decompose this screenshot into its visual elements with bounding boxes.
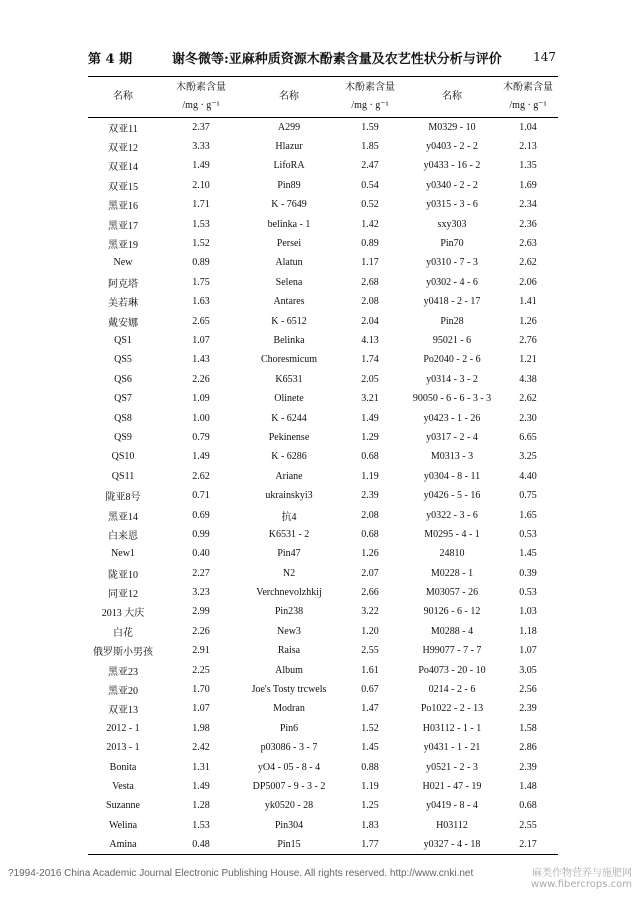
lignan-value-cell: 6.65 — [519, 431, 537, 443]
cultivar-name-cell: Alatun — [275, 257, 303, 269]
lignan-content-table — [88, 76, 558, 855]
cultivar-name-cell: 黑亚14 — [108, 511, 138, 523]
cultivar-name-cell: K - 6244 — [271, 412, 307, 424]
cultivar-name-cell: belinka - 1 — [267, 218, 311, 230]
cultivar-name-cell: 白花 — [113, 627, 133, 639]
lignan-value-cell: 1.49 — [192, 160, 210, 172]
cultivar-name-cell: Modran — [273, 703, 305, 715]
lignan-value-cell: 1.29 — [361, 431, 379, 443]
lignan-value-cell: 3.23 — [192, 587, 210, 599]
lignan-value-cell: 0.40 — [192, 548, 210, 560]
cultivar-name-cell: yO4 - 05 - 8 - 4 — [257, 761, 321, 773]
table-row — [88, 214, 558, 233]
col-value-header: 木酚素含量 /mg · g⁻¹ — [345, 82, 395, 111]
cultivar-name-cell: QS5 — [114, 354, 132, 366]
cultivar-name-cell: Belinka — [273, 334, 305, 346]
cultivar-name-cell: Welina — [108, 819, 138, 831]
lignan-value-cell: 0.88 — [361, 761, 379, 773]
lignan-value-cell: 1.61 — [361, 664, 379, 676]
lignan-value-cell: 1.07 — [192, 334, 210, 346]
lignan-value-cell: 0.75 — [519, 490, 537, 502]
cultivar-name-cell: 90050 - 6 - 6 - 3 - 3 — [412, 393, 492, 405]
lignan-value-cell: 1.52 — [192, 238, 210, 250]
cultivar-name-cell: K - 6286 — [271, 451, 307, 463]
cultivar-name-cell: 黑亚19 — [108, 240, 138, 252]
cultivar-name-cell: Antares — [273, 296, 305, 308]
lignan-value-cell: 1.19 — [361, 780, 379, 792]
cultivar-name-cell: 双亚14 — [108, 162, 138, 174]
lignan-value-cell: 1.74 — [361, 354, 379, 366]
table-row — [88, 350, 558, 369]
cultivar-name-cell: 黑亚20 — [108, 686, 138, 698]
lignan-value-cell: 2.08 — [361, 296, 379, 308]
cultivar-name-cell: y0322 - 3 - 6 — [426, 509, 478, 521]
cultivar-name-cell: 2013 - 1 — [106, 742, 140, 754]
lignan-value-cell: 1.71 — [192, 199, 210, 211]
table-row — [88, 467, 558, 486]
cultivar-name-cell: 双亚15 — [108, 181, 138, 193]
cultivar-name-cell: y0419 - 8 - 4 — [426, 800, 478, 812]
table-row — [88, 777, 558, 796]
cultivar-name-cell: y0315 - 3 - 6 — [426, 199, 478, 211]
lignan-value-cell: 0.68 — [361, 451, 379, 463]
cultivar-name-cell: sxy303 — [437, 218, 467, 230]
lignan-value-cell: 0.39 — [519, 567, 537, 579]
cultivar-name-cell: QS8 — [114, 412, 132, 424]
table-row — [88, 602, 558, 621]
lignan-value-cell: 3.33 — [192, 141, 210, 153]
lignan-value-cell: 1.65 — [519, 509, 537, 521]
cultivar-name-cell: Selena — [275, 276, 303, 288]
cultivar-name-cell: Pin47 — [277, 548, 301, 560]
cultivar-name-cell: LifoRA — [273, 160, 305, 172]
cultivar-name-cell: 2013 大庆 — [101, 608, 145, 620]
lignan-value-cell: 2.37 — [192, 121, 210, 133]
lignan-value-cell: 1.53 — [192, 218, 210, 230]
cultivar-name-cell: Amina — [109, 838, 137, 850]
cultivar-name-cell: 黑亚17 — [108, 220, 138, 232]
lignan-value-cell: 0.53 — [519, 587, 537, 599]
table-row — [88, 273, 558, 292]
cultivar-name-cell: 双亚13 — [108, 705, 138, 717]
cultivar-name-cell: y0327 - 4 - 18 — [423, 838, 481, 850]
table-row — [88, 505, 558, 524]
cultivar-name-cell: DP5007 - 9 - 3 - 2 — [252, 780, 326, 792]
table-row — [88, 234, 558, 253]
table-row — [88, 176, 558, 195]
table-header — [88, 77, 558, 118]
cultivar-name-cell: y0304 - 8 - 11 — [423, 470, 481, 482]
lignan-value-cell: 1.18 — [519, 625, 537, 637]
cultivar-name-cell: 陇亚8号 — [105, 492, 141, 504]
lignan-value-cell: 1.31 — [192, 761, 210, 773]
lignan-value-cell: 1.35 — [519, 160, 537, 172]
cultivar-name-cell: H03112 — [436, 819, 468, 831]
lignan-value-cell: 2.30 — [519, 412, 537, 424]
lignan-value-cell: 2.34 — [519, 199, 537, 211]
lignan-value-cell: 0.71 — [192, 490, 210, 502]
lignan-value-cell: 2.06 — [519, 276, 537, 288]
cultivar-name-cell: y0403 - 2 - 2 — [426, 141, 478, 153]
cultivar-name-cell: 抗4 — [281, 511, 297, 523]
lignan-value-cell: 1.17 — [361, 257, 379, 269]
lignan-value-cell: 4.38 — [519, 373, 537, 385]
table-row — [88, 389, 558, 408]
table-row — [88, 816, 558, 835]
lignan-value-cell: 0.48 — [192, 838, 210, 850]
table-row — [88, 525, 558, 544]
lignan-value-cell: 2.65 — [192, 315, 210, 327]
cultivar-name-cell: QS6 — [114, 373, 132, 385]
lignan-value-cell: 2.08 — [361, 509, 379, 521]
cultivar-name-cell: QS11 — [111, 470, 135, 482]
cultivar-name-cell: ukrainskyi3 — [265, 490, 313, 502]
cultivar-name-cell: M0295 - 4 - 1 — [424, 528, 480, 540]
cultivar-name-cell: Persei — [276, 238, 302, 250]
cultivar-name-cell: H03112 - 1 - 1 — [422, 722, 482, 734]
cultivar-name-cell: New3 — [277, 625, 301, 637]
cultivar-name-cell: QS10 — [111, 451, 135, 463]
lignan-value-cell: 2.36 — [519, 218, 537, 230]
cultivar-name-cell: 美若琳 — [108, 298, 138, 310]
lignan-value-cell: 3.25 — [519, 451, 537, 463]
table-row — [88, 544, 558, 563]
table-row — [88, 641, 558, 660]
cultivar-name-cell: Pin6 — [279, 722, 299, 734]
table-row — [88, 660, 558, 679]
table-row — [88, 699, 558, 718]
cultivar-name-cell: y0433 - 16 - 2 — [423, 160, 481, 172]
lignan-value-cell: 1.25 — [361, 800, 379, 812]
table-row — [88, 738, 558, 757]
running-title: 谢冬微等:亚麻种质资源木酚素含量及农艺性状分析与评价 — [172, 52, 502, 67]
lignan-value-cell: 2.10 — [192, 179, 210, 191]
lignan-value-cell: 0.68 — [519, 800, 537, 812]
watermark — [531, 868, 632, 890]
lignan-value-cell: 2.04 — [361, 315, 379, 327]
lignan-value-cell: 1.00 — [192, 412, 210, 424]
cultivar-name-cell: 双亚11 — [108, 123, 138, 135]
cultivar-name-cell: Ariane — [275, 470, 303, 482]
cultivar-name-cell: Pin70 — [440, 238, 464, 250]
lignan-value-cell: 2.55 — [519, 819, 537, 831]
lignan-value-cell: 1.53 — [192, 819, 210, 831]
lignan-value-cell: 2.25 — [192, 664, 210, 676]
lignan-value-cell: 2.05 — [361, 373, 379, 385]
table-body — [88, 118, 558, 855]
cultivar-name-cell: p03086 - 3 - 7 — [260, 742, 318, 754]
lignan-value-cell: 1.09 — [192, 393, 210, 405]
lignan-value-cell: 2.91 — [192, 645, 210, 657]
cultivar-name-cell: New — [113, 257, 133, 269]
lignan-value-cell: 2.39 — [519, 761, 537, 773]
table-row — [88, 796, 558, 815]
cultivar-name-cell: y0310 - 7 - 3 — [426, 257, 478, 269]
lignan-value-cell: 4.40 — [519, 470, 537, 482]
lignan-value-cell: 1.49 — [361, 412, 379, 424]
table-row — [88, 447, 558, 466]
lignan-value-cell: 3.21 — [361, 393, 379, 405]
lignan-value-cell: 0.68 — [361, 528, 379, 540]
cultivar-name-cell: y0418 - 2 - 17 — [423, 296, 481, 308]
cultivar-name-cell: 黑亚16 — [108, 201, 138, 213]
col-name-header: 名称 — [279, 91, 299, 102]
table-row — [88, 311, 558, 330]
lignan-value-cell: 1.42 — [361, 218, 379, 230]
lignan-value-cell: 2.17 — [519, 838, 537, 850]
cultivar-name-cell: y0431 - 1 - 21 — [423, 742, 481, 754]
cultivar-name-cell: Verchnevolzhkij — [256, 587, 322, 599]
lignan-value-cell: 1.58 — [519, 722, 537, 734]
cultivar-name-cell: M0329 - 10 — [428, 121, 476, 133]
cultivar-name-cell: 90126 - 6 - 12 — [423, 606, 481, 618]
table-row — [88, 719, 558, 738]
lignan-value-cell: 1.41 — [519, 296, 537, 308]
lignan-value-cell: 1.26 — [361, 548, 379, 560]
cultivar-name-cell: Po2040 - 2 - 6 — [423, 354, 481, 366]
lignan-value-cell: 2.13 — [519, 141, 537, 153]
lignan-value-cell: 3.05 — [519, 664, 537, 676]
lignan-value-cell: 2.55 — [361, 645, 379, 657]
cultivar-name-cell: QS7 — [114, 393, 132, 405]
lignan-value-cell: 1.85 — [361, 141, 379, 153]
cultivar-name-cell: 同亚12 — [108, 589, 138, 601]
lignan-value-cell: 1.63 — [192, 296, 210, 308]
cultivar-name-cell: Joe's Tosty trcwels — [251, 684, 327, 696]
lignan-value-cell: 1.07 — [192, 703, 210, 715]
cultivar-name-cell: Pekinense — [268, 431, 310, 443]
table-row — [88, 370, 558, 389]
cultivar-name-cell: H021 - 47 - 19 — [422, 780, 482, 792]
table-row — [88, 118, 558, 137]
cultivar-name-cell: H99077 - 7 - 7 — [422, 645, 482, 657]
cultivar-name-cell: 双亚12 — [108, 143, 138, 155]
lignan-value-cell: 2.39 — [361, 490, 379, 502]
col-value-header: 木酚素含量 /mg · g⁻¹ — [176, 82, 226, 111]
cultivar-name-cell: K - 7649 — [271, 199, 307, 211]
cultivar-name-cell: 阿克塔 — [108, 278, 138, 290]
lignan-value-cell: 1.47 — [361, 703, 379, 715]
lignan-value-cell: 2.99 — [192, 606, 210, 618]
watermark-line: 麻类作物营养与施肥网 — [532, 868, 632, 879]
cultivar-name-cell: Raisa — [277, 645, 301, 657]
cultivar-name-cell: Pin28 — [440, 315, 464, 327]
lignan-value-cell: 1.75 — [192, 276, 210, 288]
lignan-value-cell: 2.56 — [519, 684, 537, 696]
cultivar-name-cell: 95021 - 6 — [432, 334, 472, 346]
lignan-value-cell: 1.49 — [192, 780, 210, 792]
cultivar-name-cell: 24810 — [439, 548, 465, 560]
table-row — [88, 583, 558, 602]
lignan-value-cell: 0.79 — [192, 431, 210, 443]
lignan-value-cell: 0.89 — [361, 238, 379, 250]
lignan-value-cell: 0.52 — [361, 199, 379, 211]
cultivar-name-cell: 俄罗斯小男孩 — [93, 647, 153, 659]
lignan-value-cell: 1.20 — [361, 625, 379, 637]
lignan-value-cell: 2.39 — [519, 703, 537, 715]
cultivar-name-cell: Pin15 — [277, 838, 301, 850]
table-row — [88, 253, 558, 272]
lignan-value-cell: 1.69 — [519, 179, 537, 191]
lignan-value-cell: 2.26 — [192, 625, 210, 637]
cultivar-name-cell: y0340 - 2 - 2 — [426, 179, 478, 191]
lignan-value-cell: 1.52 — [361, 722, 379, 734]
lignan-value-cell: 0.67 — [361, 684, 379, 696]
table-row — [88, 428, 558, 447]
lignan-value-cell: 1.04 — [519, 121, 537, 133]
table-row — [88, 486, 558, 505]
cultivar-name-cell: Po4073 - 20 - 10 — [418, 664, 486, 676]
lignan-value-cell: 2.68 — [361, 276, 379, 288]
lignan-value-cell: 1.03 — [519, 606, 537, 618]
lignan-value-cell: 3.22 — [361, 606, 379, 618]
lignan-value-cell: 2.62 — [192, 470, 210, 482]
lignan-value-cell: 1.26 — [519, 315, 537, 327]
copyright-footer: ?1994-2016 China Academic Journal Electronic Publishing House. All rights reserved. http://www.cnki.net — [8, 868, 474, 879]
lignan-value-cell: 1.07 — [519, 645, 537, 657]
lignan-value-cell: 4.13 — [361, 334, 379, 346]
table-row — [88, 156, 558, 175]
cultivar-name-cell: K6531 — [275, 373, 303, 385]
cultivar-name-cell: M03057 - 26 — [425, 587, 479, 599]
cultivar-name-cell: M0228 - 1 — [430, 567, 474, 579]
lignan-value-cell: 1.70 — [192, 684, 210, 696]
lignan-value-cell: 0.54 — [361, 179, 379, 191]
cultivar-name-cell: 陇亚10 — [108, 569, 138, 581]
cultivar-name-cell: N2 — [282, 567, 296, 579]
cultivar-name-cell: Pin304 — [274, 819, 304, 831]
lignan-value-cell: 1.83 — [361, 819, 379, 831]
cultivar-name-cell: M0313 - 3 — [430, 451, 474, 463]
lignan-value-cell: 1.28 — [192, 800, 210, 812]
cultivar-name-cell: A299 — [277, 121, 301, 133]
lignan-value-cell: 1.45 — [361, 742, 379, 754]
lignan-value-cell: 1.49 — [192, 451, 210, 463]
lignan-value-cell: 1.45 — [519, 548, 537, 560]
lignan-value-cell: 2.86 — [519, 742, 537, 754]
cultivar-name-cell: K6531 - 2 — [268, 528, 310, 540]
lignan-value-cell: 2.62 — [519, 393, 537, 405]
lignan-value-cell: 2.07 — [361, 567, 379, 579]
lignan-value-cell: 0.89 — [192, 257, 210, 269]
cultivar-name-cell: Po1022 - 2 - 13 — [420, 703, 484, 715]
table-row — [88, 137, 558, 156]
cultivar-name-cell: M0288 - 4 — [430, 625, 474, 637]
lignan-value-cell: 1.19 — [361, 470, 379, 482]
cultivar-name-cell: Vesta — [112, 780, 134, 792]
cultivar-name-cell: Hlazur — [275, 141, 303, 153]
cultivar-name-cell: Album — [275, 664, 303, 676]
cultivar-name-cell: Olinete — [274, 393, 304, 405]
cultivar-name-cell: 2012 - 1 — [106, 722, 140, 734]
lignan-value-cell: 0.99 — [192, 528, 210, 540]
lignan-value-cell: 0.53 — [519, 528, 537, 540]
lignan-value-cell: 1.48 — [519, 780, 537, 792]
cultivar-name-cell: yk0520 - 28 — [264, 800, 314, 812]
cultivar-name-cell: 黑亚23 — [108, 666, 138, 678]
lignan-value-cell: 1.77 — [361, 838, 379, 850]
lignan-value-cell: 1.98 — [192, 722, 210, 734]
col-value-header: 木酚素含量 /mg · g⁻¹ — [503, 82, 553, 111]
cultivar-name-cell: y0314 - 3 - 2 — [426, 373, 478, 385]
cultivar-name-cell: Bonita — [109, 761, 137, 773]
cultivar-name-cell: y0317 - 2 - 4 — [426, 431, 478, 443]
lignan-value-cell: 2.27 — [192, 567, 210, 579]
cultivar-name-cell: K - 6512 — [271, 315, 307, 327]
lignan-value-cell: 1.59 — [361, 121, 379, 133]
lignan-value-cell: 2.47 — [361, 160, 379, 172]
lignan-value-cell: 2.42 — [192, 742, 210, 754]
cultivar-name-cell: 白来恩 — [108, 530, 138, 542]
cultivar-name-cell: QS1 — [114, 334, 132, 346]
page-number: 147 — [533, 50, 556, 64]
page-header — [88, 46, 556, 72]
lignan-value-cell: 2.76 — [519, 334, 537, 346]
table-row — [88, 195, 558, 214]
cultivar-name-cell: Pin238 — [274, 606, 304, 618]
cultivar-name-cell: 0214 - 2 - 6 — [428, 684, 476, 696]
cultivar-name-cell: New1 — [111, 548, 135, 560]
watermark-url: www.fibercrops.com — [530, 879, 632, 890]
issue-number: 第 4 期 — [88, 52, 133, 67]
lignan-value-cell: 2.66 — [361, 587, 379, 599]
table-row — [88, 292, 558, 311]
lignan-value-cell: 0.69 — [192, 509, 210, 521]
table-row — [88, 563, 558, 582]
lignan-value-cell: 2.26 — [192, 373, 210, 385]
lignan-value-cell: 2.63 — [519, 238, 537, 250]
cultivar-name-cell: Pin89 — [277, 179, 301, 191]
col-name-header: 名称 — [442, 91, 462, 102]
table-row — [88, 680, 558, 699]
lignan-value-cell: 2.62 — [519, 257, 537, 269]
cultivar-name-cell: y0521 - 2 - 3 — [426, 761, 478, 773]
cultivar-name-cell: y0423 - 1 - 26 — [423, 412, 481, 424]
cultivar-name-cell: 戴安娜 — [108, 317, 138, 329]
cultivar-name-cell: Choresmicum — [260, 354, 318, 366]
cultivar-name-cell: Suzanne — [106, 800, 140, 812]
table-row — [88, 408, 558, 427]
cultivar-name-cell: y0426 - 5 - 16 — [423, 490, 481, 502]
table-row — [88, 835, 558, 854]
lignan-value-cell: 1.43 — [192, 354, 210, 366]
table-row — [88, 622, 558, 641]
cultivar-name-cell: y0302 - 4 - 6 — [426, 276, 478, 288]
table-row — [88, 331, 558, 350]
table-row — [88, 757, 558, 776]
lignan-value-cell: 1.21 — [519, 354, 537, 366]
col-name-header: 名称 — [113, 91, 133, 102]
cultivar-name-cell: QS9 — [114, 431, 132, 443]
